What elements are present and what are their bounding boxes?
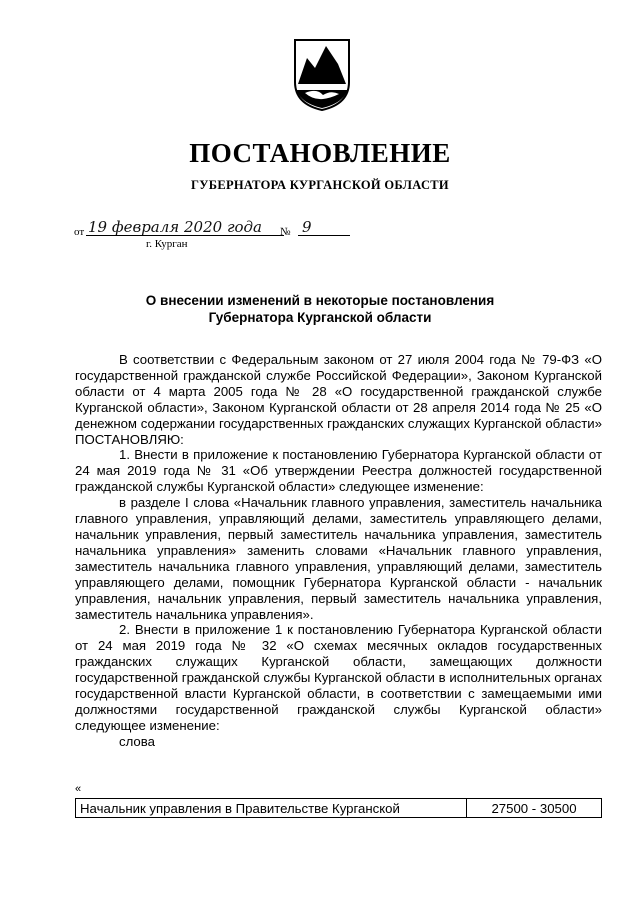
document-heading <box>0 292 640 326</box>
date-prefix: от <box>74 226 85 238</box>
heading-line-2: Губернатора Курганской области <box>208 310 432 325</box>
item-1-paragraph: 1. Внести в приложение к постановлению Губернатора Курганской области от 24 мая 2019 года № 31 «Об утверждении Реестра должностей государственной гражданской службы Курганской области» следующее изменение: <box>75 447 602 495</box>
issuer-subtitle: ГУБЕРНАТОРА КУРГАНСКОЙ ОБЛАСТИ <box>191 178 449 192</box>
words-paragraph: слова <box>119 733 155 749</box>
preamble-paragraph: В соответствии с Федеральным законом от 27 июля 2004 года № 79-ФЗ «О государственной гражданской службе Российской Федерации», Законом Курганской области от 4 марта 2005 года № 28 «О государственной гражданской службе Курганской области», Законом Курганской области от 28 апреля 2014 года № 25 «О денежном содержании государственных гражданских служащих Курганской области» ПОСТАНОВЛЯЮ: <box>75 352 602 447</box>
heading-line-1: О внесении изменений в некоторые постановления <box>145 293 495 308</box>
item-1-change-paragraph: в разделе I слова «Начальник главного управления, заместитель начальника главного управления, управляющий делами, заместитель управляющего делами, начальник управления, первый заместитель начальника управления, заместитель начальника управления» заменить словами «Начальник главного управления, заместитель начальника главного управления, управляющий делами, заместитель управляющего делами, помощник Губернатора Курганской области - начальник управления, начальник управления, первый заместитель начальника управления, заместитель начальника управления». <box>75 495 602 622</box>
position-cell: Начальник управления в Правительстве Курганской <box>76 799 467 818</box>
handwritten-number: 9 <box>302 218 312 236</box>
number-underline <box>298 235 350 236</box>
coat-of-arms-icon <box>293 38 351 112</box>
date-number-line <box>74 218 374 258</box>
table-row <box>76 799 602 818</box>
document-body <box>75 352 602 750</box>
salary-table <box>75 798 602 818</box>
date-underline <box>86 235 284 236</box>
handwritten-date: 19 февраля 2020 года <box>88 218 263 236</box>
salary-cell: 27500 - 30500 <box>467 799 602 818</box>
number-sign: № <box>280 226 291 238</box>
city-label: г. Курган <box>146 238 188 250</box>
item-2-paragraph: 2. Внести в приложение 1 к постановлению Губернатора Курганской области от 24 мая 2019 года № 32 «О схемах месячных окладов государственных гражданских служащих Курганской области, замещающих должности государственной гражданской службы Курганской области в исполнительных органах государственной власти Курганской области, в соответствии с замещаемыми ими должностями государственной гражданской службы Курганской области» следующее изменение: <box>75 622 602 733</box>
document-type-title: ПОСТАНОВЛЕНИЕ <box>189 138 451 168</box>
opening-quote: « <box>75 783 82 795</box>
